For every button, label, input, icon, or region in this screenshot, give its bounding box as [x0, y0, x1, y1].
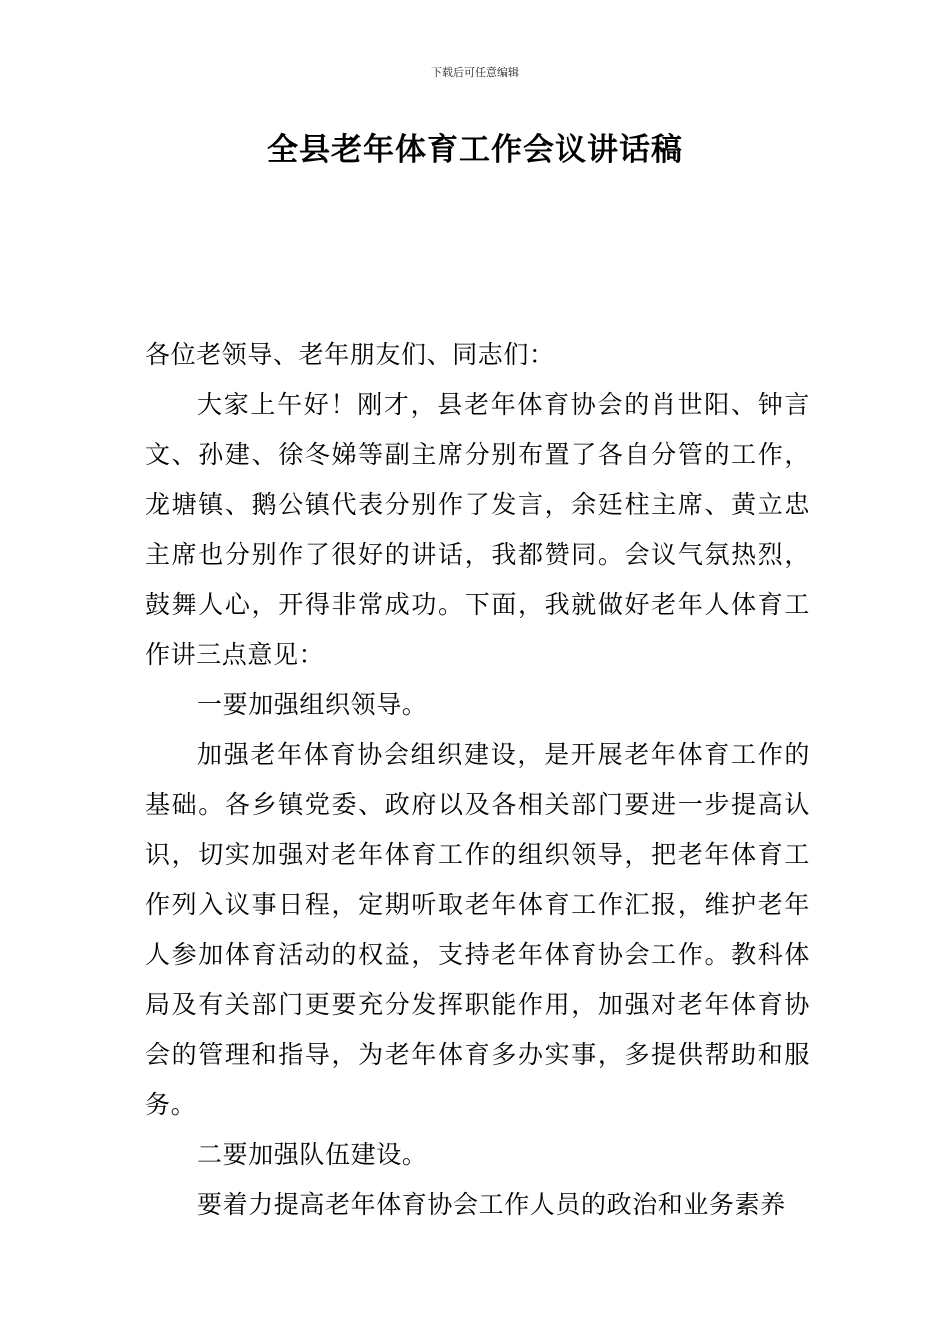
paragraph-point-two: 要着力提高老年体育协会工作人员的政治和业务素养 — [197, 1190, 786, 1219]
salutation: 各位老领导、老年朋友们、同志们： — [145, 340, 555, 369]
header-note: 下载后可任意编辑 — [431, 66, 519, 79]
paragraph-opening: 大家上午好！刚才，县老年体育协会的肖世阳、钟言文、孙建、徐冬娣等副主席分别布置了各自分管的工作，龙塘镇、鹅公镇代表分别作了发言，余廷柱主席、黄立忠主席也分别作了很好的讲话，我都赞同。会议气氛热烈，鼓舞人心，开得非常成功。下面，我就做好老年人体育工作讲三点意见： — [145, 390, 810, 669]
heading-point-two: 二要加强队伍建设。 — [197, 1140, 428, 1169]
paragraph-point-one: 加强老年体育协会组织建设，是开展老年体育工作的基础。各乡镇党委、政府以及各相关部门要进一步提高认识，切实加强对老年体育工作的组织领导，把老年体育工作列入议事日程，定期听取老年体育工作汇报，维护老年人参加体育活动的权益，支持老年体育协会工作。教科体局及有关部门更要充分发挥职能作用，加强对老年体育协会的管理和指导，为老年体育多办实事，多提供帮助和服务。 — [145, 740, 810, 1119]
document-title: 全县老年体育工作会议讲话稿 — [267, 132, 683, 168]
heading-point-one: 一要加强组织领导。 — [197, 690, 428, 719]
document-body — [145, 330, 810, 1230]
